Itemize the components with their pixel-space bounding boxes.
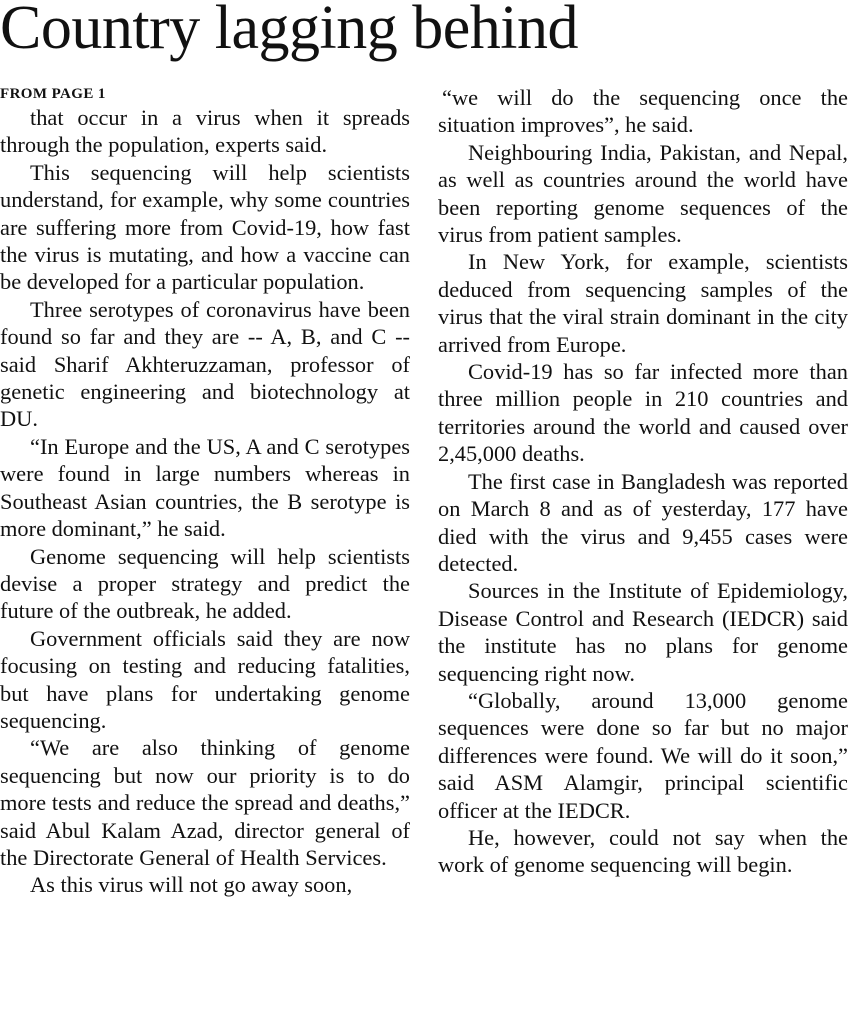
paragraph: The first case in Bangladesh was reported on March 8 and as of yesterday, 177 have died with the virus and 9,455 cases were detected. bbox=[438, 468, 848, 576]
paragraph: “we will do the sequencing once the situation improves”, he said. bbox=[438, 85, 848, 138]
kicker: FROM PAGE 1 bbox=[0, 86, 106, 102]
paragraph: Three serotypes of coronavirus have been found so far and they are -- A, B, and C -- said Sharif Akhteruzzaman, professor of genetic engineering and biotechnology at DU. bbox=[0, 296, 410, 432]
paragraph: Genome sequencing will help scientists devise a proper strategy and predict the future of the outbreak, he added. bbox=[0, 543, 410, 624]
paragraph: “Globally, around 13,000 genome sequences were done so far but no major differences were found. We will do it soon,” said ASM Alamgir, principal scientific officer at the IEDCR. bbox=[438, 687, 848, 823]
right-column bbox=[438, 84, 848, 879]
paragraph: Sources in the Institute of Epidemiology, Disease Control and Research (IEDCR) said the institute has no plans for genome sequencing right now. bbox=[438, 578, 848, 686]
paragraph: Government officials said they are now focusing on testing and reducing fatalities, but have plans for undertaking genome sequencing. bbox=[0, 625, 410, 733]
left-column bbox=[0, 84, 410, 899]
paragraph: Neighbouring India, Pakistan, and Nepal, as well as countries around the world have been reporting genome sequences of the virus from patient samples. bbox=[438, 139, 848, 248]
paragraph: Covid-19 has so far infected more than three million people in 210 countries and territories around the world and caused over 2,45,000 deaths. bbox=[438, 359, 848, 467]
paragraph: This sequencing will help scientists understand, for example, why some countries are suffering more from Covid-19, how fast the virus is mutating, and how a vaccine can be developed for a particular population. bbox=[0, 159, 410, 295]
headline: Country lagging behind bbox=[0, 0, 578, 62]
paragraph: In New York, for example, scientists deduced from sequencing samples of the virus that the viral strain dominant in the city arrived from Europe. bbox=[438, 249, 848, 357]
paragraph: As this virus will not go away soon, bbox=[30, 872, 353, 898]
paragraph: He, however, could not say when the work of genome sequencing will begin. bbox=[438, 824, 848, 878]
paragraph: “In Europe and the US, A and C serotypes were found in large numbers whereas in Southeast Asian countries, the B serotype is more dominant,” he said. bbox=[0, 433, 410, 542]
paragraph: “We are also thinking of genome sequencing but now our priority is to do more tests and reduce the spread and deaths,” said Abul Kalam Azad, director general of the Directorate General of Health Services. bbox=[0, 735, 410, 870]
paragraph: that occur in a virus when it spreads through the population, experts said. bbox=[0, 105, 410, 158]
